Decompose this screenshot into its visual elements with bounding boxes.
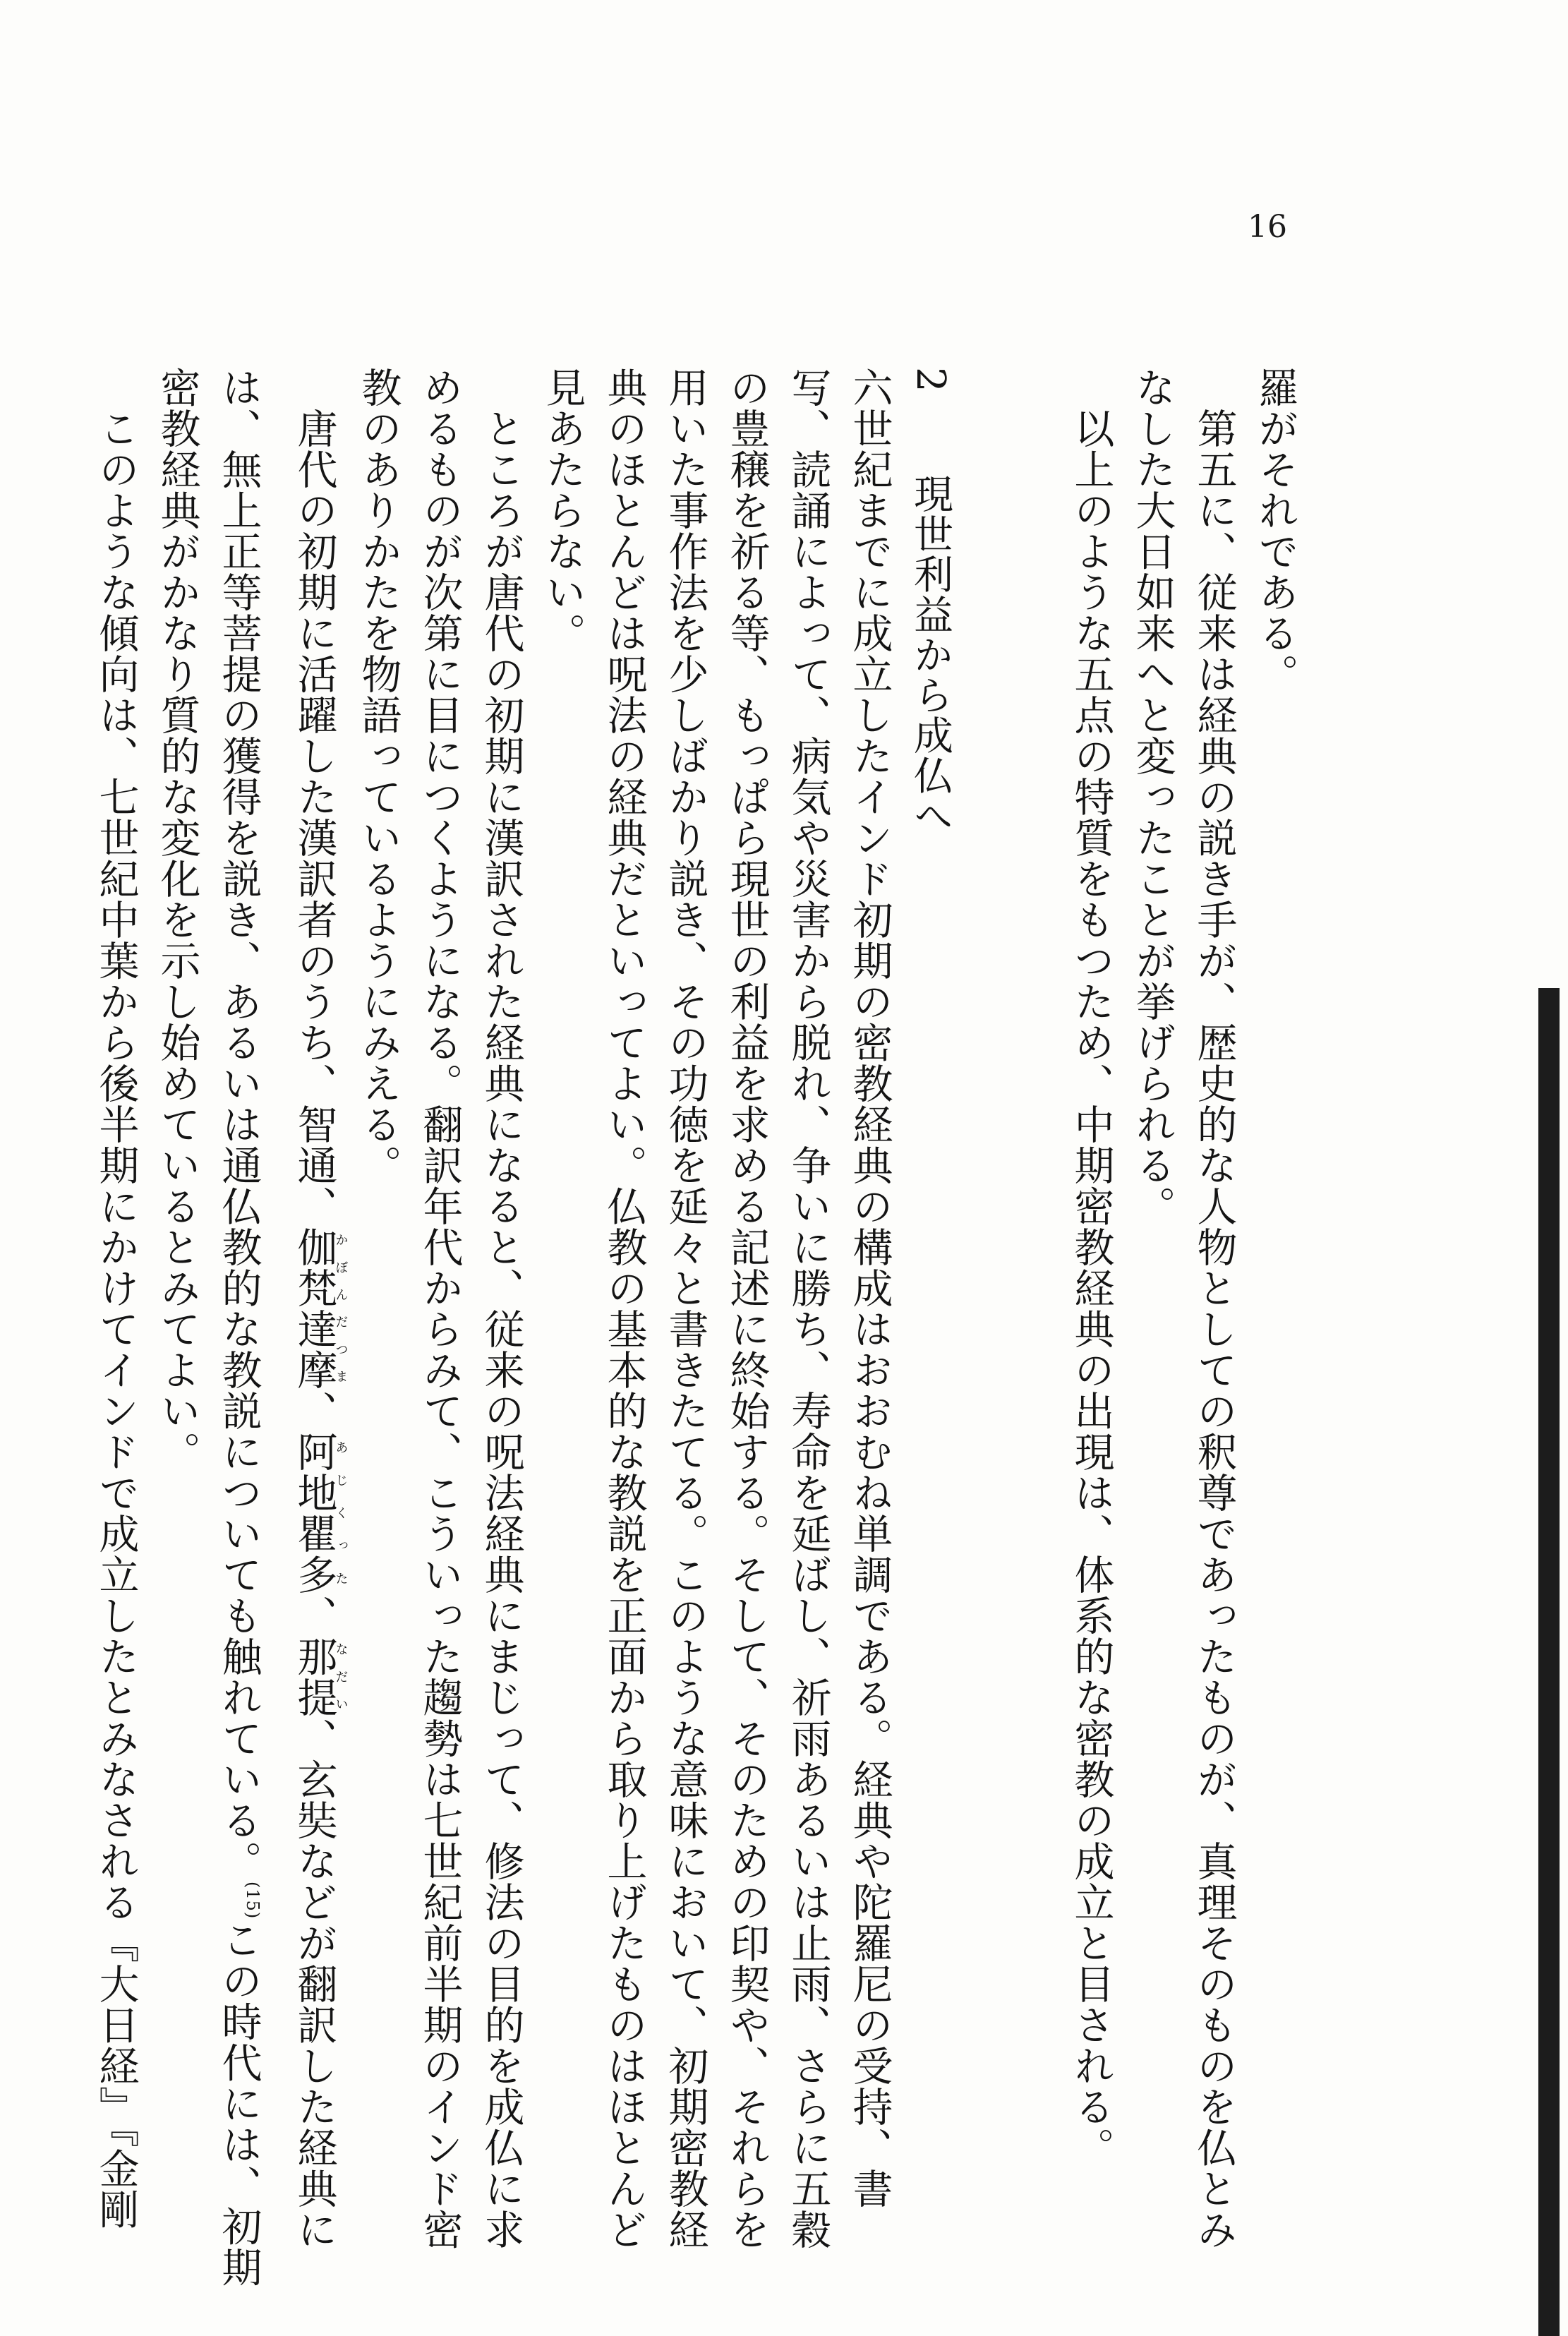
ruby-base: 阿地瞿多 [291, 1431, 337, 1595]
text-column: 羅がそれである。 [1252, 367, 1298, 694]
text-column: 写、読誦によって、病気や災害から脱れ、争いに勝ち、寿命を延ばし、祈雨あるいは止雨、さらに五穀 [785, 367, 831, 2250]
text-column: 教のありかたを物語っているようにみえる。 [355, 367, 402, 1186]
text-column-with-ruby [283, 367, 349, 2250]
text-segment: この時代には、初期 [215, 1919, 262, 2288]
text-column: 第五に、従来は経典の説き手が、歴史的な人物としての釈尊であったものが、真理そのものを仏とみ [1190, 367, 1237, 2250]
ruby-reading: かぼんだつま [333, 1227, 349, 1390]
text-column: 用いた事作法を少しばかり説き、その功徳を延々と書きたてる。このような意味において、初期密教経 [662, 367, 708, 2250]
text-column: 見あたらない。 [539, 367, 586, 654]
ruby-name [291, 1636, 349, 1718]
text-segment: は、無上正等菩提の獲得を説き、あるいは通仏教的な教説についても触れている。 [215, 367, 262, 1882]
page-number: 16 [1248, 209, 1287, 245]
text-column-with-note [207, 367, 283, 2288]
scan-edge-shadow [1538, 988, 1560, 2336]
text-segment: 唐代の初期に活躍した漢訳者のうち、智通、 [291, 367, 337, 1227]
ruby-reading: なだい [333, 1636, 349, 1718]
text-segment: 、 [291, 1390, 337, 1431]
text-column: なした大日如来へと変ったことが挙げられる。 [1129, 367, 1176, 1227]
text-column: 六世紀までに成立したインド初期の密教経典の構成はおおむね単調である。経典や陀羅尼の受持、書 [846, 367, 893, 2209]
text-column: 以上のような五点の特質をもつため、中期密教経典の出現は、体系的な密教の成立と目される。 [1068, 367, 1114, 2168]
section-heading [900, 367, 961, 2117]
section-title: 現世利益から成仏へ [907, 473, 953, 836]
text-segment: 、 [291, 1595, 337, 1636]
text-segment: 、玄奘などが翻訳した経典に [291, 1718, 337, 2250]
section-number: 2 [907, 367, 953, 393]
ruby-name [291, 1431, 349, 1595]
ruby-base: 那提 [291, 1636, 337, 1718]
text-column: このような傾向は、七世紀中葉から後半期にかけてインドで成立したとみなされる『大日経』『金剛 [92, 367, 139, 2230]
ruby-name [291, 1227, 349, 1390]
text-column: ところが唐代の初期に漢訳された経典になると、従来の呪法経典にまじって、修法の目的を成仏に求 [478, 367, 524, 2250]
text-column: めるものが次第に目につくようになる。翻訳年代からみて、こういった趨勢は七世紀前半期のインド密 [416, 367, 463, 2250]
ruby-base: 伽梵達摩 [291, 1227, 337, 1390]
text-column: 典のほとんどは呪法の経典だといってよい。仏教の基本的な教説を正面から取り上げたものはほとんど [601, 367, 647, 2250]
text-column: 密教経典がかなり質的な変化を示し始めているとみてよい。 [154, 367, 200, 1472]
footnote-reference: (15) [243, 1882, 263, 1920]
vertical-text-body [78, 367, 1305, 2288]
text-column: の豊穣を祈る等、もっぱら現世の利益を求める記述に終始する。そして、そのための印契や、それらを [723, 367, 770, 2250]
ruby-reading: あじくった [333, 1431, 349, 1595]
